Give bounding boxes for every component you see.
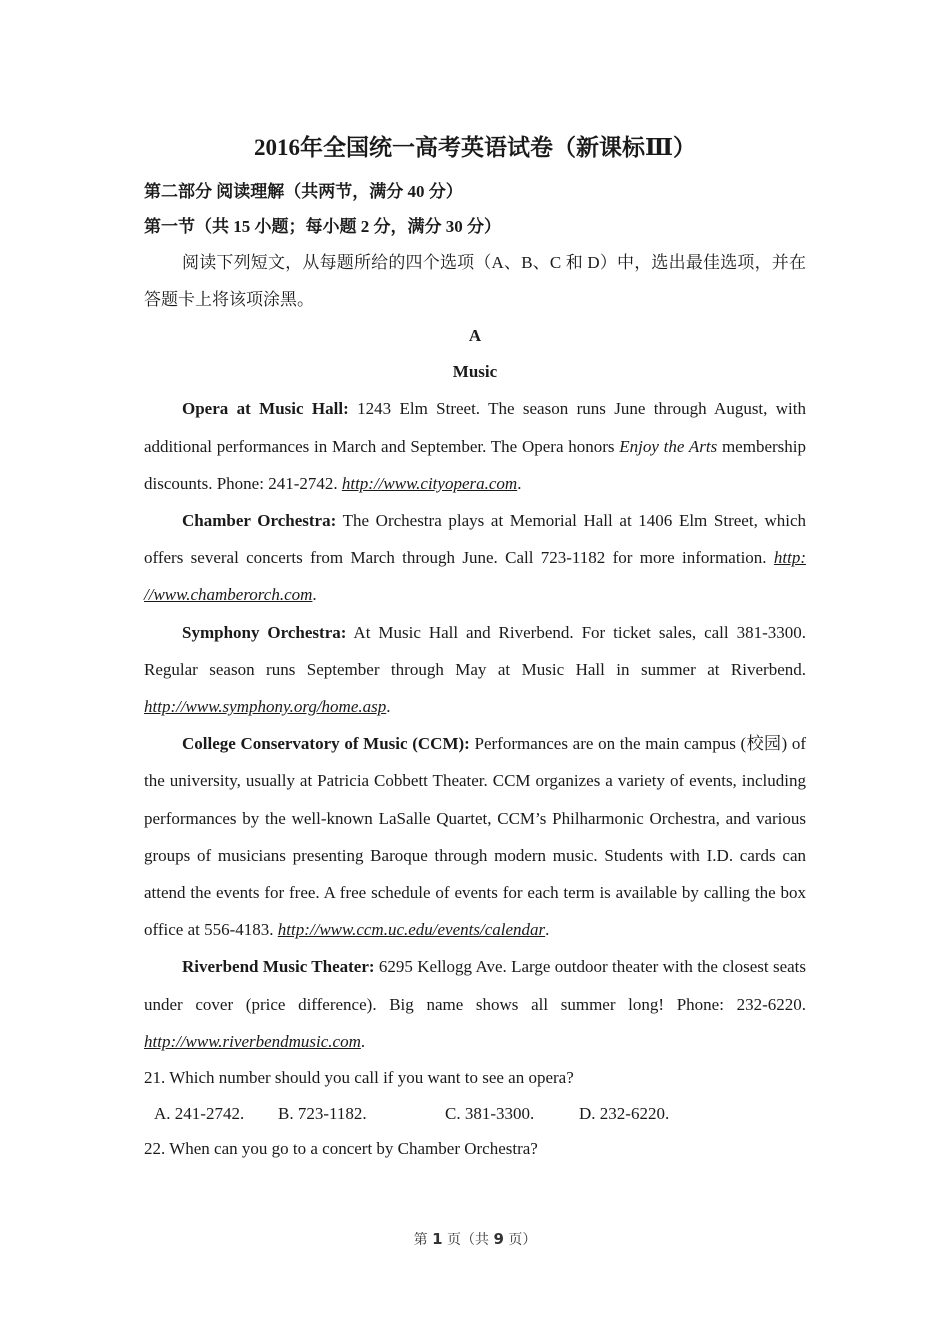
entry-text: At Music Hall and Riverbend. For ticket sales, call 381-3300. Regular season runs September through May at Music Hall in summer at Riverbend. (144, 622, 806, 679)
footer-total-pages: 9 (493, 1230, 504, 1248)
option-d: D. 232-6220. (579, 1103, 670, 1123)
entry-text: The Orchestra plays at Memorial Hall at 1406 Elm Street, which offers several concerts from March through June. Call 723-1182 for more information. (144, 511, 807, 568)
entry-text: 1243 Elm Street. The season runs June through August, with additional performances in March and September. The Opera honors (144, 399, 806, 456)
entry-text: membership discounts. Phone: 241-2742. (144, 436, 807, 493)
entry-link[interactable]: http: //www.chamberorch.com (144, 548, 806, 605)
entry-end: . (386, 697, 391, 717)
question-21-options (144, 1096, 806, 1132)
entry-link[interactable]: http://www.ccm.uc.edu/events/calendar (277, 920, 546, 940)
entry-name: College Conservatory of Music (CCM): (182, 734, 470, 754)
entry-text: Performances are on the main campus (校园) of the university, usually at Patricia Cobbett Theater. CCM organizes a variety of events, including performances by the well-known LaSalle Quartet, CCM’s Philharmonic Orchestra, and various groups of musicians presenting Baroque through modern music. Students with I.D. cards can attend the events for free. A free schedule of events for each term is available by calling the box office at 556-4183. (144, 734, 806, 940)
exam-page (144, 128, 806, 1167)
passage-title: Music (452, 362, 498, 382)
entry-riverbend (144, 948, 806, 1060)
footer-suffix: 页） (503, 1232, 537, 1248)
question-21: 21. Which number should you call if you want to see an opera? (144, 1068, 574, 1088)
page-title: 2016年全国统一高考英语试卷（新课标Ⅲ） (253, 135, 696, 160)
section-heading: 第二部分 阅读理解（共两节，满分 40 分） (144, 182, 463, 201)
entry-link[interactable]: http://www.riverbendmusic.com (144, 1031, 361, 1051)
entry-symphony (144, 614, 806, 726)
option-b: B. 723-1182. (278, 1103, 367, 1123)
entry-opera (144, 390, 806, 502)
entry-name: Opera at Music Hall: (182, 399, 349, 419)
entry-end: . (360, 1031, 366, 1051)
instructions: 阅读下列短文，从每题所给的四个选项（A、B、C 和 D）中，选出最佳选项，并在答题卡上将该项涂黑。 (144, 253, 806, 310)
entry-chamber (144, 502, 806, 614)
entry-link[interactable]: http://www.cityopera.com (341, 473, 518, 493)
entry-end: . (517, 473, 522, 493)
entry-link[interactable]: http://www.symphony.org/home.asp (144, 697, 387, 717)
footer-page-number: 1 (432, 1230, 443, 1248)
entry-ccm (144, 725, 806, 948)
part-heading: 第一节（共 15 小题；每小题 2 分，满分 30 分） (144, 217, 501, 236)
footer-middle: 页（共 (442, 1232, 494, 1248)
entry-name: Riverbend Music Theater: (182, 957, 375, 977)
page-footer (0, 1229, 950, 1249)
option-c: C. 381-3300. (445, 1103, 535, 1123)
option-a: A. 241-2742. (154, 1103, 245, 1123)
entry-end: . (545, 920, 550, 940)
entry-text: 6295 Kellogg Ave. Large outdoor theater with the closest seats under cover (price difference). Big name shows all summer long! Phone: 232-6220. (144, 957, 806, 1014)
entry-name: Symphony Orchestra: (182, 622, 347, 642)
question-22: 22. When can you go to a concert by Chamber Orchestra? (144, 1139, 538, 1159)
entry-italic: Enjoy the Arts (619, 436, 718, 456)
footer-prefix: 第 (413, 1232, 433, 1248)
entry-end: . (312, 585, 317, 605)
entry-name: Chamber Orchestra: (182, 511, 337, 531)
passage-letter: A (468, 326, 482, 346)
